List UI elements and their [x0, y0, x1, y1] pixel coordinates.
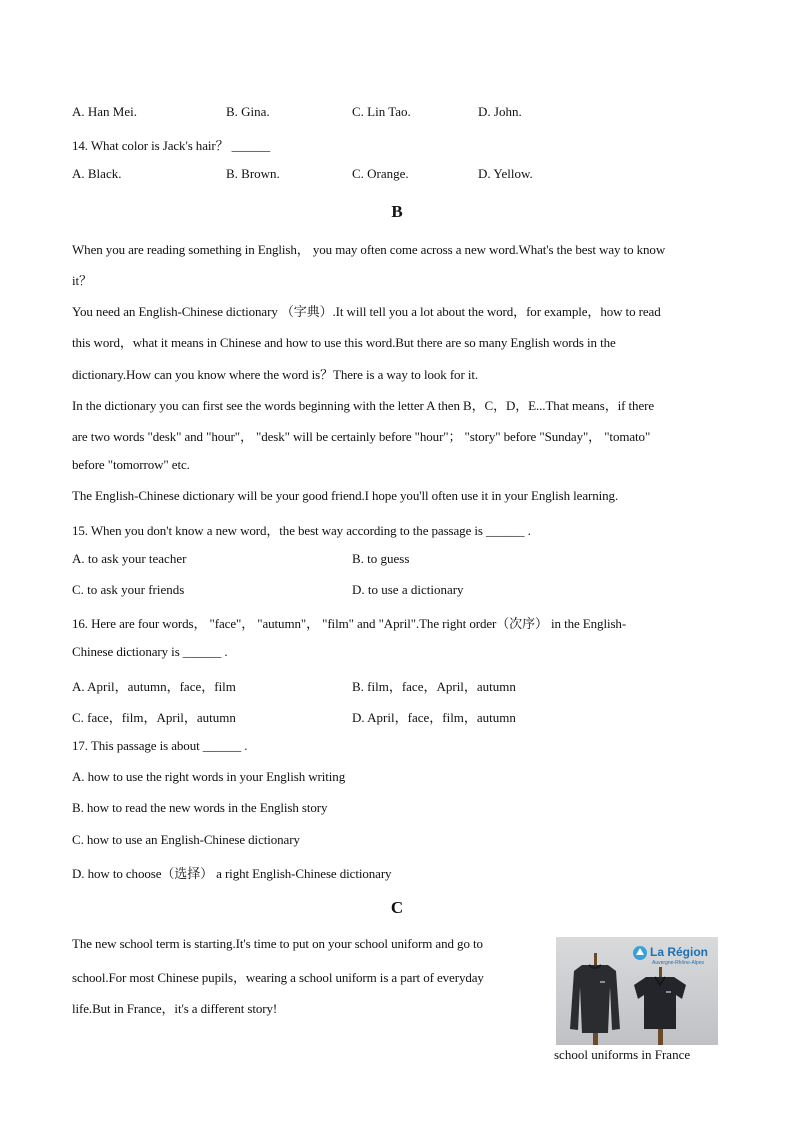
q16-stem: 16. Here are four words， "face"， "autumn"， "film" and "April".The right order（次序） in the English-	[72, 616, 627, 631]
passage-b-line: it？	[72, 273, 92, 288]
school-uniform-photo	[556, 937, 718, 1045]
section-b-heading: B	[391, 202, 403, 221]
passage-b-line: In the dictionary you can first see the words beginning with the letter A then B，C，D，E...That means，if there	[72, 398, 655, 413]
q15-option-d: D. to use a dictionary	[352, 582, 464, 597]
long-sleeve-shirt	[570, 965, 620, 1033]
q13-option-c: C. Lin Tao.	[352, 104, 411, 119]
passage-c-line: school.For most Chinese pupils，wearing a school uniform is a part of everyday	[72, 970, 484, 985]
uniform-illustration	[556, 937, 718, 1045]
q17-option-a: A. how to use the right words in your English writing	[72, 769, 346, 784]
q15-option-b: B. to guess	[352, 551, 410, 566]
q17-option-c: C. how to use an English-Chinese dictionary	[72, 832, 300, 847]
region-logo-title: La Région	[650, 945, 709, 959]
passage-c-line: The new school term is starting.It's time to put on your school uniform and go to	[72, 936, 483, 951]
q14-stem: 14. What color is Jack's hair？ ______	[72, 138, 271, 153]
q16-stem-cont: Chinese dictionary is ______ .	[72, 644, 228, 659]
passage-c-line: life.But in France，it's a different story!	[72, 1001, 278, 1016]
passage-b-line: When you are reading something in English， you may often come across a new word.What's the best way to know	[72, 242, 666, 257]
q15-stem: 15. When you don't know a new word，the best way according to the passage is ______ .	[72, 523, 531, 538]
q15-option-a: A. to ask your teacher	[72, 551, 187, 566]
photo-caption: school uniforms in France	[554, 1047, 691, 1062]
q17-stem: 17. This passage is about ______ .	[72, 738, 248, 753]
passage-b-line: dictionary.How can you know where the word is？There is a way to look for it.	[72, 367, 479, 382]
q15-option-c: C. to ask your friends	[72, 582, 185, 597]
passage-b-line: before "tomorrow" etc.	[72, 457, 190, 472]
q14-option-d: D. Yellow.	[478, 166, 533, 181]
region-logo-subtitle: Auvergne-Rhône-Alpes	[652, 960, 704, 966]
q16-option-b: B. film，face，April，autumn	[352, 679, 516, 694]
q16-option-c: C. face，film，April，autumn	[72, 710, 236, 725]
passage-b-line: this word，what it means in Chinese and how to use this word.But there are so many English words in the	[72, 335, 616, 350]
section-c-heading: C	[390, 898, 404, 917]
q13-option-a: A. Han Mei.	[72, 104, 137, 119]
q16-option-a: A. April，autumn，face，film	[72, 679, 236, 694]
q13-option-d: D. John.	[478, 104, 522, 119]
q14-option-c: C. Orange.	[352, 166, 409, 181]
q13-option-b: B. Gina.	[226, 104, 270, 119]
q14-option-b: B. Brown.	[226, 166, 280, 181]
q17-option-d: D. how to choose（选择） a right English-Chinese dictionary	[72, 866, 392, 881]
passage-b-line: You need an English-Chinese dictionary （字典）.It will tell you a lot about the word，for example，how to read	[72, 304, 661, 319]
passage-b-line: The English-Chinese dictionary will be your good friend.I hope you'll often use it in your English learning.	[72, 488, 619, 503]
q14-option-a: A. Black.	[72, 166, 122, 181]
q17-option-b: B. how to read the new words in the English story	[72, 800, 328, 815]
passage-b-line: are two words "desk" and "hour"， "desk" will be certainly before "hour"； "story" before "Sunday"， "tomato"	[72, 429, 651, 444]
q16-option-d: D. April，face，film，autumn	[352, 710, 516, 725]
